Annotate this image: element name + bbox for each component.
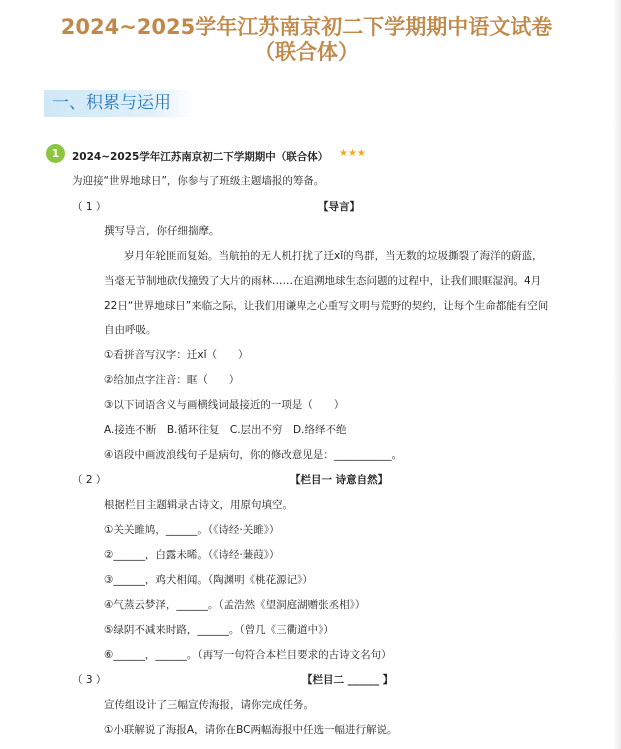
part1-heading: 【导言】 <box>318 201 360 213</box>
part2-number: （ 2 ） <box>72 474 107 486</box>
page-edge-shadow <box>613 0 621 749</box>
part1-q2: ②给加点字注音：眶（ ） <box>104 374 240 386</box>
section-title: 一、积累与运用 <box>52 93 171 113</box>
part2-item-1: ①关关雎鸠，______。（《诗经·关雎》） <box>104 524 280 536</box>
part1-instruction: 撰写导言，你仔细揣摩。 <box>104 225 220 237</box>
part2-heading: 【栏目一 诗意自然】 <box>290 474 389 486</box>
part1-q3: ③以下词语含义与画横线词最接近的一项是（ ） <box>104 399 345 411</box>
part1-q3-options: A.接连不断 B.循环往复 C.层出不穷 D.络绎不绝 <box>104 424 347 436</box>
part3-heading: 【栏目二 ______ 】 <box>302 674 394 686</box>
document-title-line2: （联合体） <box>254 40 359 64</box>
part1-paragraph-line3: 22日“世界地球日”来临之际，让我们用谦卑之心重写文明与荒野的契约，让每个生命都能有空间 <box>104 300 549 312</box>
part2-item-5: ⑤绿阴不减来时路，______。（曾几《三衢道中》） <box>104 624 334 636</box>
part3-instruction: 宣传组设计了三幅宣传海报，请你完成任务。 <box>104 699 314 711</box>
part2-item-6: ⑥______，______。（再写一句符合本栏目要求的古诗文名句） <box>104 649 392 661</box>
document-title-line1: 2024~2025学年江苏南京初二下学期期中语文试卷 <box>60 15 553 39</box>
question-intro: 为迎接“世界地球日”，你参与了班级主题墙报的筹备。 <box>72 175 325 187</box>
part2-instruction: 根据栏目主题辑录古诗文，用原句填空。 <box>104 499 293 511</box>
part1-q1: ①看拼音写汉字：迁xǐ（ ） <box>104 349 249 361</box>
section-banner <box>44 90 194 117</box>
part2-item-4: ④气蒸云梦泽，______。（孟浩然《望洞庭湖赠张丞相》） <box>104 599 366 611</box>
part2-item-3: ③______，鸡犬相闻。（陶渊明《桃花源记》） <box>104 574 313 586</box>
difficulty-stars: ★★★ <box>339 148 366 159</box>
part1-paragraph-line2: 当毫无节制地砍伐撞毁了大片的雨林……在追溯地球生态问题的过程中，让我们眼眶湿润。4月 <box>104 275 542 287</box>
part3-number: （ 3 ） <box>72 674 107 686</box>
part1-number: （ 1 ） <box>72 201 107 213</box>
question-header: 2024~2025学年江苏南京初二下学期期中（联合体） <box>72 151 329 163</box>
part1-q4: ④语段中画波浪线句子是病句，你的修改意见是：___________。 <box>104 449 403 461</box>
part3-q1: ①小联解说了海报A，请你在BC两幅海报中任选一幅进行解说。 <box>104 724 398 736</box>
part1-paragraph-line4: 自由呼吸。 <box>104 324 157 336</box>
part2-item-2: ②______，白露未晞。（《诗经·蒹葭》） <box>104 549 280 561</box>
part1-paragraph-line1: 岁月年轮匪而复始。当航拍的无人机打扰了迁xǐ的鸟群，当无数的垃圾撕裂了海洋的蔚蓝， <box>124 250 543 262</box>
question-number-badge: 1 <box>46 144 65 163</box>
